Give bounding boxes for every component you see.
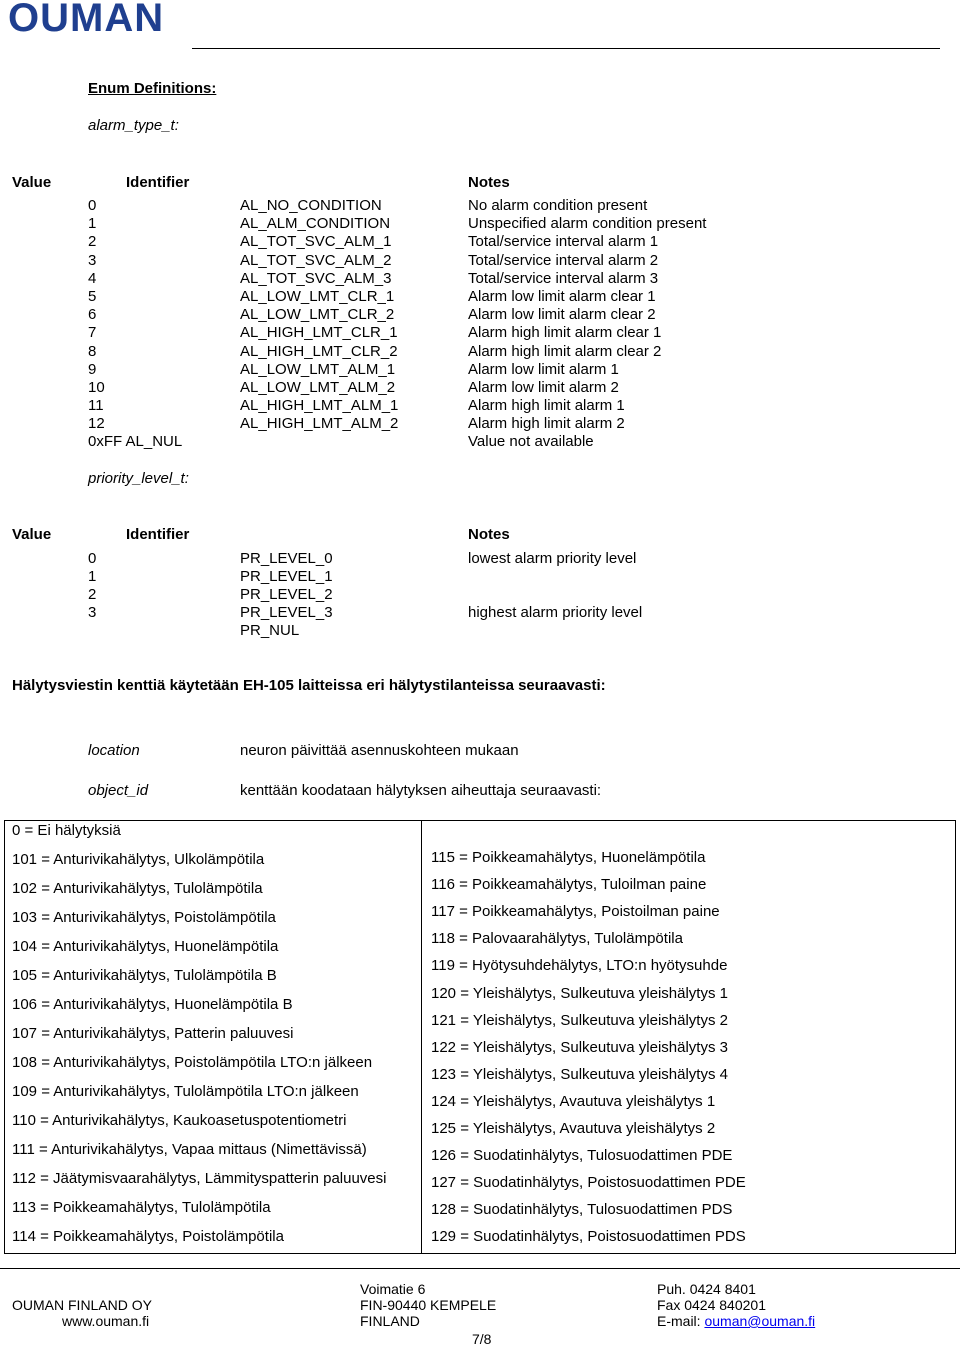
priority-note: lowest alarm priority level <box>468 550 637 567</box>
alarm-type-row <box>0 379 960 397</box>
object-code-item: 117 = Poikkeamahälytys, Poistoilman paine <box>431 903 720 921</box>
priority-level-row <box>0 604 960 622</box>
alarm-identifier: AL_HIGH_LMT_CLR_2 <box>240 342 398 360</box>
priority-value: 1 <box>88 568 97 585</box>
object-code-item: 111 = Anturivikahälytys, Vapaa mittaus (Nimettävissä) <box>12 1141 367 1158</box>
alarm-identifier: AL_TOT_SVC_ALM_1 <box>240 233 392 251</box>
alarm-identifier: AL_LOW_LMT_ALM_1 <box>240 360 396 378</box>
alarm-note: Total/service interval alarm 3 <box>468 269 659 287</box>
alarm-identifier: AL_NO_CONDITION <box>240 197 382 214</box>
object-code-item: 110 = Anturivikahälytys, Kaukoasetuspotentiometri <box>12 1112 347 1129</box>
field-object-id-desc: kenttään koodataan hälytyksen aiheuttaja seuraavasti: <box>240 782 602 799</box>
footer-email-line <box>657 1313 815 1329</box>
alarm-note: Alarm low limit alarm 1 <box>468 360 619 378</box>
footer-rule <box>0 1268 960 1269</box>
object-code-item: 108 = Anturivikahälytys, Poistolämpötila LTO:n jälkeen <box>12 1054 373 1071</box>
alarm-type-nul-text: 0xFF AL_NUL <box>88 433 183 450</box>
alarm-value: 12 <box>88 415 105 433</box>
alarm-value: 5 <box>88 288 97 305</box>
alarm-value: 0 <box>88 197 97 214</box>
alarm-identifier: AL_HIGH_LMT_ALM_1 <box>240 397 399 415</box>
priority-note: highest alarm priority level <box>468 604 643 621</box>
object-code-item: 0 = Ei hälytyksiä <box>12 822 121 839</box>
footer-company: OUMAN FINLAND OY <box>12 1297 153 1313</box>
alarm-note: No alarm condition present <box>468 197 648 214</box>
col-identifier-header: Identifier <box>126 174 190 191</box>
alarm-identifier: AL_TOT_SVC_ALM_3 <box>240 269 392 287</box>
alarm-value: 3 <box>88 251 97 269</box>
ouman-logo: OUMAN <box>8 0 165 40</box>
alarm-value: 1 <box>88 215 97 233</box>
alarm-type-header-row <box>0 174 960 192</box>
alarm-note: Alarm high limit alarm clear 1 <box>468 324 662 342</box>
alarm-identifier: AL_LOW_LMT_CLR_1 <box>240 288 395 305</box>
footer-postal: FIN-90440 KEMPELE <box>360 1297 497 1313</box>
col-notes-header: Notes <box>468 526 510 543</box>
priority-identifier: PR_NUL <box>240 622 300 639</box>
alarm-note: Alarm high limit alarm clear 2 <box>468 342 662 360</box>
object-code-item: 122 = Yleishälytys, Sulkeutuva yleishälytys 3 <box>431 1038 728 1056</box>
priority-identifier: PR_LEVEL_3 <box>240 604 333 621</box>
object-code-item: 120 = Yleishälytys, Sulkeutuva yleishälytys 1 <box>431 984 728 1002</box>
alarm-value: 2 <box>88 233 97 251</box>
col-notes-header: Notes <box>468 174 510 191</box>
alarm-identifier: AL_TOT_SVC_ALM_2 <box>240 251 392 269</box>
priority-level-header-row <box>0 526 960 544</box>
object-code-item: 125 = Yleishälytys, Avautuva yleishälytys 2 <box>431 1120 716 1137</box>
priority-value: 3 <box>88 604 97 621</box>
alarm-note: Alarm low limit alarm clear 2 <box>468 306 656 324</box>
alarm-type-row <box>0 215 960 233</box>
alarm-note: Unspecified alarm condition present <box>468 215 707 233</box>
object-code-item: 106 = Anturivikahälytys, Huonelämpötila B <box>12 996 293 1013</box>
field-location-name: location <box>88 742 140 759</box>
alarm-note: Alarm high limit alarm 2 <box>468 415 625 433</box>
fi-heading: Hälytysviestin kenttiä käytetään EH-105 laitteissa eri hälytystilanteissa seuraavasti: <box>12 677 606 694</box>
object-code-item: 103 = Anturivikahälytys, Poistolämpötila <box>12 909 276 926</box>
col-value-header: Value <box>12 526 52 543</box>
object-code-item: 112 = Jäätymisvaarahälytys, Lämmityspatterin paluuvesi <box>12 1170 387 1187</box>
alarm-note: Total/service interval alarm 2 <box>468 251 659 269</box>
alarm-value: 11 <box>88 397 104 415</box>
alarm-type-row-nul <box>0 433 960 451</box>
priority-value: 0 <box>88 550 97 567</box>
object-code-item: 104 = Anturivikahälytys, Huonelämpötila <box>12 938 279 955</box>
enum-definitions-heading: Enum Definitions: <box>88 80 217 97</box>
alarm-type-row <box>0 415 960 433</box>
alarm-identifier: AL_LOW_LMT_CLR_2 <box>240 306 395 324</box>
priority-level-row <box>0 586 960 604</box>
alarm-type-row <box>0 306 960 324</box>
alarm-type-row <box>0 361 960 379</box>
col-identifier-header: Identifier <box>126 526 190 543</box>
priority-level-row <box>0 568 960 586</box>
alarm-note: Alarm low limit alarm clear 1 <box>468 288 656 305</box>
object-code-item: 127 = Suodatinhälytys, Poistosuodattimen PDE <box>431 1174 746 1192</box>
alarm-note: Alarm low limit alarm 2 <box>468 379 619 396</box>
footer-street: Voimatie 6 <box>360 1281 426 1297</box>
alarm-type-row <box>0 397 960 415</box>
object-code-item: 123 = Yleishälytys, Sulkeutuva yleishälytys 4 <box>431 1065 728 1083</box>
alarm-type-name: alarm_type_t: <box>88 117 179 134</box>
footer-country: FINLAND <box>360 1313 420 1329</box>
alarm-value: 4 <box>88 269 97 287</box>
alarm-value: 7 <box>88 324 97 342</box>
alarm-type-row <box>0 252 960 270</box>
priority-identifier: PR_LEVEL_2 <box>240 586 333 603</box>
alarm-identifier: AL_LOW_LMT_ALM_2 <box>240 379 396 396</box>
priority-level-name: priority_level_t: <box>88 470 189 487</box>
col-value-header: Value <box>12 174 52 191</box>
object-code-item: 121 = Yleishälytys, Sulkeutuva yleishälytys 2 <box>431 1011 728 1029</box>
alarm-type-row <box>0 324 960 342</box>
alarm-value: 6 <box>88 306 97 324</box>
object-code-item: 109 = Anturivikahälytys, Tulolämpötila LTO:n jälkeen <box>12 1083 359 1100</box>
footer-fax: Fax 0424 840201 <box>657 1297 766 1313</box>
priority-value: 2 <box>88 586 97 603</box>
field-location-desc: neuron päivittää asennuskohteen mukaan <box>240 742 519 759</box>
object-codes-divider <box>421 820 422 1254</box>
object-code-item: 113 = Poikkeamahälytys, Tulolämpötila <box>12 1199 271 1216</box>
alarm-identifier: AL_HIGH_LMT_ALM_2 <box>240 415 399 433</box>
alarm-type-row <box>0 270 960 288</box>
alarm-identifier: AL_HIGH_LMT_CLR_1 <box>240 324 398 342</box>
footer-email-label: E-mail: <box>657 1313 705 1329</box>
alarm-type-row <box>0 197 960 215</box>
alarm-identifier: AL_ALM_CONDITION <box>240 215 391 233</box>
alarm-value: 9 <box>88 360 97 378</box>
alarm-value: 10 <box>88 379 105 396</box>
object-code-item: 129 = Suodatinhälytys, Poistosuodattimen PDS <box>431 1228 746 1246</box>
object-code-item: 124 = Yleishälytys, Avautuva yleishälytys 1 <box>431 1092 716 1110</box>
alarm-type-row <box>0 233 960 251</box>
field-object-id-name: object_id <box>88 782 149 799</box>
object-code-item: 101 = Anturivikahälytys, Ulkolämpötila <box>12 851 265 868</box>
footer-email-link[interactable]: ouman@ouman.fi <box>704 1313 816 1329</box>
footer-phone: Puh. 0424 8401 <box>657 1281 756 1297</box>
object-code-item: 115 = Poikkeamahälytys, Huonelämpötila <box>431 849 706 866</box>
alarm-type-row <box>0 343 960 361</box>
alarm-note: Alarm high limit alarm 1 <box>468 397 625 415</box>
object-code-item: 119 = Hyötysuhdehälytys, LTO:n hyötysuhde <box>431 957 728 975</box>
footer-website: www.ouman.fi <box>62 1313 150 1329</box>
alarm-note: Total/service interval alarm 1 <box>468 233 659 251</box>
object-code-item: 118 = Palovaarahälytys, Tulolämpötila <box>431 930 683 948</box>
priority-identifier: PR_LEVEL_1 <box>240 568 333 585</box>
header-rule <box>192 48 940 49</box>
object-code-item: 102 = Anturivikahälytys, Tulolämpötila <box>12 880 263 897</box>
footer-page-number: 7/8 <box>472 1331 492 1347</box>
object-code-item: 128 = Suodatinhälytys, Tulosuodattimen PDS <box>431 1201 733 1219</box>
alarm-value: 8 <box>88 342 97 360</box>
priority-identifier: PR_LEVEL_0 <box>240 550 333 567</box>
object-code-item: 114 = Poikkeamahälytys, Poistolämpötila <box>12 1228 284 1245</box>
object-code-item: 107 = Anturivikahälytys, Patterin paluuvesi <box>12 1025 294 1042</box>
object-code-item: 126 = Suodatinhälytys, Tulosuodattimen PDE <box>431 1147 733 1165</box>
priority-level-row <box>0 622 960 640</box>
alarm-type-nul-note: Value not available <box>468 433 594 450</box>
priority-level-row <box>0 550 960 568</box>
object-code-item: 116 = Poikkeamahälytys, Tuloilman paine <box>431 876 707 894</box>
alarm-type-row <box>0 288 960 306</box>
object-code-item: 105 = Anturivikahälytys, Tulolämpötila B <box>12 967 277 984</box>
